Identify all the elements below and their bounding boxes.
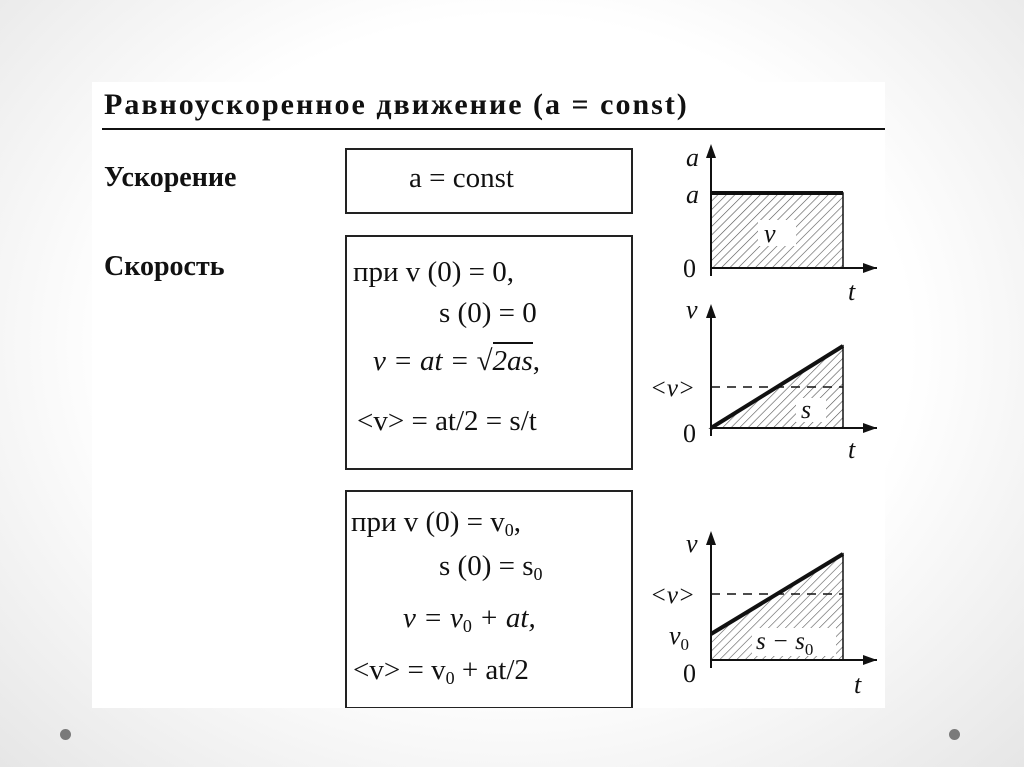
case1-line1: при v (0) = 0,: [353, 256, 514, 288]
case1-line4: <v> = at/2 = s/t: [357, 405, 537, 437]
acceleration-formula: a = const: [409, 162, 514, 194]
vel2-v0-label: $v_0$: [669, 621, 690, 654]
velocity-graph-2: [650, 529, 877, 699]
vel1-x-axis-label: t: [848, 435, 856, 464]
vel1-area-label: s: [801, 395, 812, 424]
vel1-y-axis-label: v: [686, 295, 698, 324]
accel-origin-label: 0: [683, 254, 696, 283]
table-title: Равноускоренное движение (a = const): [104, 88, 689, 121]
vel1-average-label: <v>: [650, 375, 695, 402]
acceleration-label: Ускорение: [104, 162, 237, 193]
vel2-average-label: <v>: [650, 582, 695, 609]
slide-bullet-right: [949, 729, 960, 740]
accel-level-label: a: [686, 180, 699, 209]
vel2-origin-label: 0: [683, 659, 696, 688]
acceleration-graph: [683, 143, 877, 306]
slide-bullet-left: [60, 729, 71, 740]
case2-line2: s $(0) = s_0$: [439, 550, 543, 584]
velocity-label: Скорость: [104, 251, 225, 282]
case2-formula-box: [345, 490, 633, 708]
acceleration-formula-box: [345, 148, 633, 214]
accel-area-label: v: [764, 219, 776, 248]
accel-x-axis-label: t: [848, 277, 856, 306]
case2-line4: $<v> = v_0 + at/2$: [353, 654, 529, 688]
case1-line2: s (0) = 0: [439, 297, 537, 329]
title-rule: [102, 128, 885, 130]
vel2-x-axis-label: t: [854, 670, 862, 699]
vel2-area-label: $s - s_0$: [756, 628, 814, 659]
case1-line3: v = at = √2as,: [373, 345, 540, 378]
scanned-table: [92, 82, 885, 708]
accel-y-axis-label: a: [686, 143, 699, 172]
vel1-origin-label: 0: [683, 419, 696, 448]
case1-formula-box: [345, 235, 633, 470]
case2-line3: $v = v_0$ + at,: [403, 602, 536, 636]
velocity-graph-1: [650, 295, 877, 464]
case2-line1: при v $(0) = v_0$,: [351, 506, 521, 540]
vel2-y-axis-label: v: [686, 529, 698, 558]
